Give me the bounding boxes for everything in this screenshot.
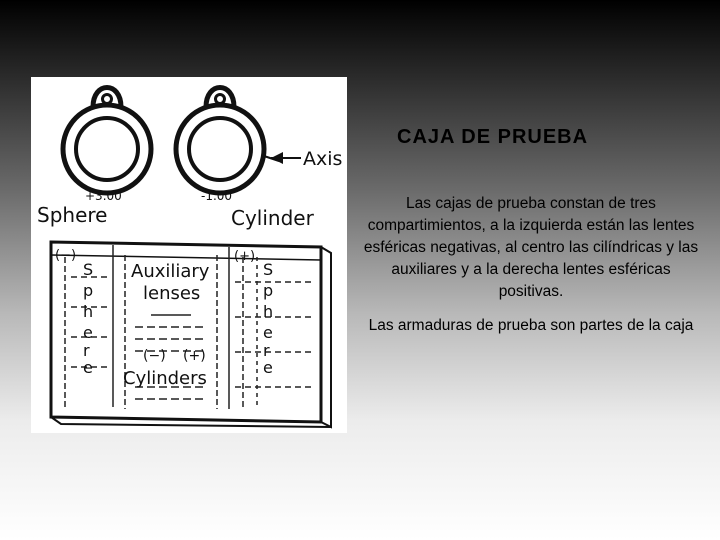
sphere-left-letter: e — [83, 358, 93, 377]
minus-sphere-sign: (−) — [55, 248, 77, 263]
sphere-right-letter: S — [263, 260, 274, 279]
sphere-vertical-left — [83, 260, 93, 377]
sphere-right-letter: h — [263, 302, 274, 321]
sphere-right-letter: p — [263, 281, 274, 300]
auxiliary-label-line2: lenses — [143, 283, 201, 304]
trial-lens-left — [63, 88, 151, 194]
sphere-right-letter: r — [263, 341, 270, 360]
trial-lens-box-illustration — [31, 77, 347, 433]
sphere-label: Sphere — [37, 203, 108, 227]
sphere-left-letter: h — [83, 302, 94, 321]
trial-lens-right — [176, 88, 279, 194]
trial-frame-note: Las armaduras de prueba son partes de la caja — [368, 317, 694, 334]
cylinder-minus-sign: (−) — [143, 348, 166, 364]
lens-right-power: -1.00 — [201, 189, 233, 203]
slide-title: CAJA DE PRUEBA — [397, 126, 589, 148]
sphere-left-letter: r — [83, 341, 90, 360]
lens-left-power: +3.00 — [85, 189, 122, 203]
sphere-left-letter: S — [83, 260, 94, 279]
sphere-right-letter: e — [263, 323, 273, 342]
sphere-left-letter: e — [83, 323, 93, 342]
cylinder-plus-sign: (+) — [183, 348, 206, 364]
sphere-vertical-right — [263, 260, 273, 377]
auxiliary-label-line1: Auxiliary — [131, 261, 210, 282]
sphere-left-letter: p — [83, 281, 94, 300]
description-paragraph: Las cajas de prueba constan de tres compartimientos, a la izquierda están las lentes esféricas negativas, al centro las cilíndricas y las auxiliares y a la derecha lentes esféricas positivas. — [363, 195, 699, 300]
axis-arrow — [271, 152, 301, 164]
axis-label: Axis — [303, 148, 343, 170]
cylinder-label: Cylinder — [231, 206, 314, 230]
cylinders-label: Cylinders — [123, 368, 207, 389]
sphere-right-letter: e — [263, 358, 273, 377]
plus-sphere-sign: (+) — [234, 249, 256, 264]
trial-lens-box-drawing — [31, 77, 347, 433]
